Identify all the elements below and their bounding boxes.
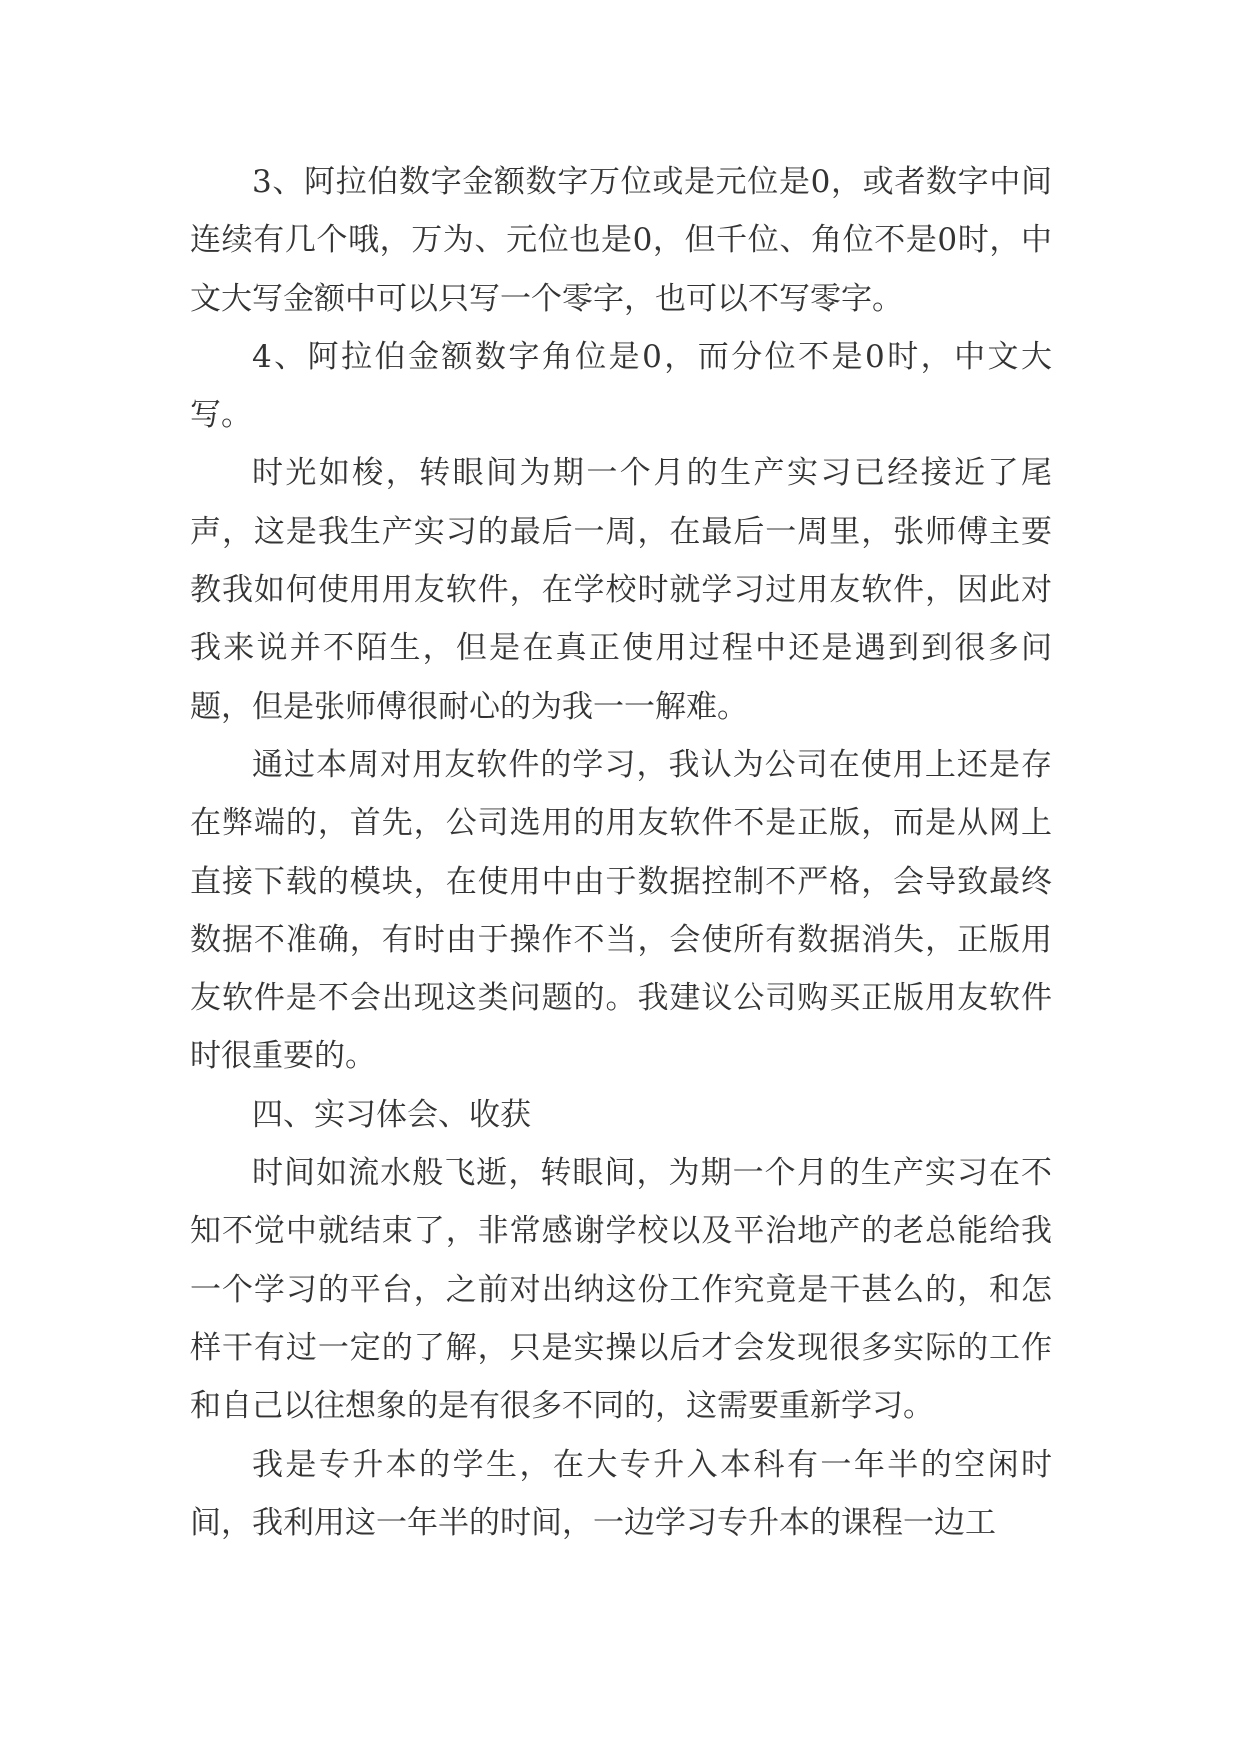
section-heading-experience: 四、实习体会、收获 xyxy=(252,1096,531,1133)
paragraph-amount-rule-3: 3、阿拉伯数字金额数字万位或是元位是0，或者数字中间连续有几个哦，万为、元位也是0，但千位、角位不是0时，中文大写金额中可以只写一个零字，也可以不写零字。 xyxy=(190,164,1052,317)
paragraph-experience: 时间如流水般飞逝，转眼间，为期一个月的生产实习在不知不觉中就结束了，非常感谢学校以及平治地产的老总能给我一个学习的平台，之前对出纳这份工作究竟是干甚么的，和怎样干有过一定的了解，只是实操以后才会发现很多实际的工作和自己以往想象的是有很多不同的，这需要重新学习。 xyxy=(190,1155,1052,1425)
paragraph-software-suggestion: 通过本周对用友软件的学习，我认为公司在使用上还是存在弊端的，首先，公司选用的用友软件不是正版，而是从网上直接下载的模块，在使用中由于数据控制不严格，会导致最终数据不准确，有时由于操作不当，会使所有数据消失，正版用友软件是不会出现这类问题的。我建议公司购买正版用友软件时很重要的。 xyxy=(190,746,1052,1075)
document-body xyxy=(190,153,1052,1552)
paragraph-amount-rule-4: 4、阿拉伯金额数字角位是0，而分位不是0时，中文大写。 xyxy=(190,338,1052,434)
paragraph-background: 我是专升本的学生，在大专升入本科有一年半的空闲时间，我利用这一年半的时间，一边学习专升本的课程一边工 xyxy=(190,1446,1052,1541)
paragraph-final-week: 时光如梭，转眼间为期一个月的生产实习已经接近了尾声，这是我生产实习的最后一周，在最后一周里，张师傅主要教我如何使用用友软件，在学校时就学习过用友软件，因此对我来说并不陌生，但是在真正使用过程中还是遇到到很多问题，但是张师傅很耐心的为我一一解难。 xyxy=(190,455,1052,725)
